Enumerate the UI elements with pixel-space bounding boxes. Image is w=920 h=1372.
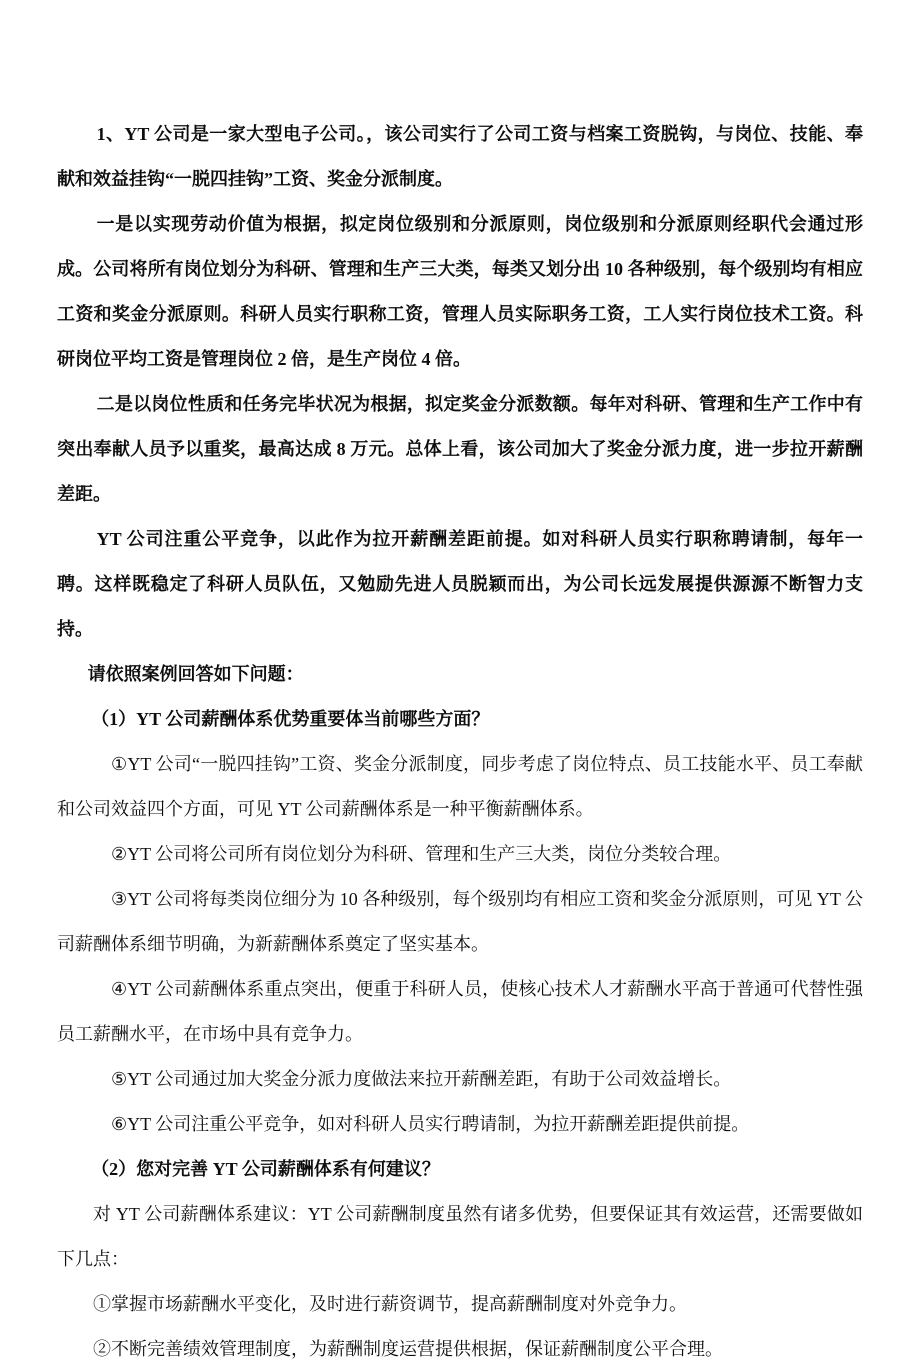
answer-1-item-6: ⑥YT 公司注重公平竞争，如对科研人员实行聘请制，为拉开薪酬差距提供前提。 [111, 1114, 750, 1134]
answer-1-item-5: ⑤YT 公司通过加大奖金分派力度做法来拉开薪酬差距，有助于公司效益增长。 [111, 1069, 732, 1089]
case-point-one-paragraph: 一是以实现劳动价值为根据，拟定岗位级别和分派原则，岗位级别和分派原则经职代会通过形成。公司将所有岗位划分为科研、管理和生产三大类，每类又划分出 10 各种级别，每个级别均有相应工资和奖金分派原则。科研人员实行职称工资，管理人员实际职务工资，工人实行岗位技术工资。科研岗位平均工资是管理岗位 2 倍，是生产岗位 4 倍。 [57, 214, 863, 369]
case-point-two-paragraph: 二是以岗位性质和任务完毕状况为根据，拟定奖金分派数额。每年对科研、管理和生产工作中有突出奉献人员予以重奖，最高达成 8 万元。总体上看，该公司加大了奖金分派力度，进一步拉开薪酬差距。 [57, 394, 863, 504]
answer-2-intro: 对 YT 公司薪酬体系建议：YT 公司薪酬制度虽然有诸多优势，但要保证其有效运营，还需要做如下几点： [57, 1204, 863, 1269]
answer-1-item-4: ④YT 公司薪酬体系重点突出，便重于科研人员，使核心技术人才薪酬水平高于普通可代替性强 员工薪酬水平，在市场中具有竞争力。 [57, 979, 863, 1044]
questions-prompt: 请依照案例回答如下问题： [87, 664, 304, 684]
answer-2-item-2: ②不断完善绩效管理制度，为薪酬制度运营提供根据，保证薪酬制度公平合理。 [93, 1339, 723, 1359]
answer-2-item-1: ①掌握市场薪酬水平变化，及时进行薪资调节，提高薪酬制度对外竞争力。 [93, 1294, 687, 1314]
answer-1-item-3: ③YT 公司将每类岗位细分为 10 各种级别，每个级别均有相应工资和奖金分派原则，可见 YT 公司薪酬体系细节明确，为新薪酬体系奠定了坚实基本。 [57, 889, 863, 954]
case-intro-paragraph: 1、YT 公司是一家大型电子公司。，该公司实行了公司工资与档案工资脱钩，与岗位、技能、奉献和效益挂钩“一脱四挂钩”工资、奖金分派制度。 [57, 124, 863, 189]
document-body [57, 112, 863, 1372]
answer-1-item-1: ①YT 公司“一脱四挂钩”工资、奖金分派制度，同步考虑了岗位特点、员工技能水平、员工奉献和公司效益四个方面，可见 YT 公司薪酬体系是一种平衡薪酬体系。 [57, 754, 863, 819]
question-1-heading: （1）YT 公司薪酬体系优势重要体当前哪些方面？ [91, 709, 490, 729]
case-competition-paragraph: YT 公司注重公平竞争，以此作为拉开薪酬差距前提。如对科研人员实行职称聘请制，每年一聘。这样既稳定了科研人员队伍，又勉励先进人员脱颖而出，为公司长远发展提供源源不断智力支持。 [57, 529, 863, 639]
answer-1-item-2: ②YT 公司将公司所有岗位划分为科研、管理和生产三大类，岗位分类较合理。 [111, 844, 732, 864]
question-2-heading: （2）您对完善 YT 公司薪酬体系有何建议？ [91, 1159, 440, 1179]
